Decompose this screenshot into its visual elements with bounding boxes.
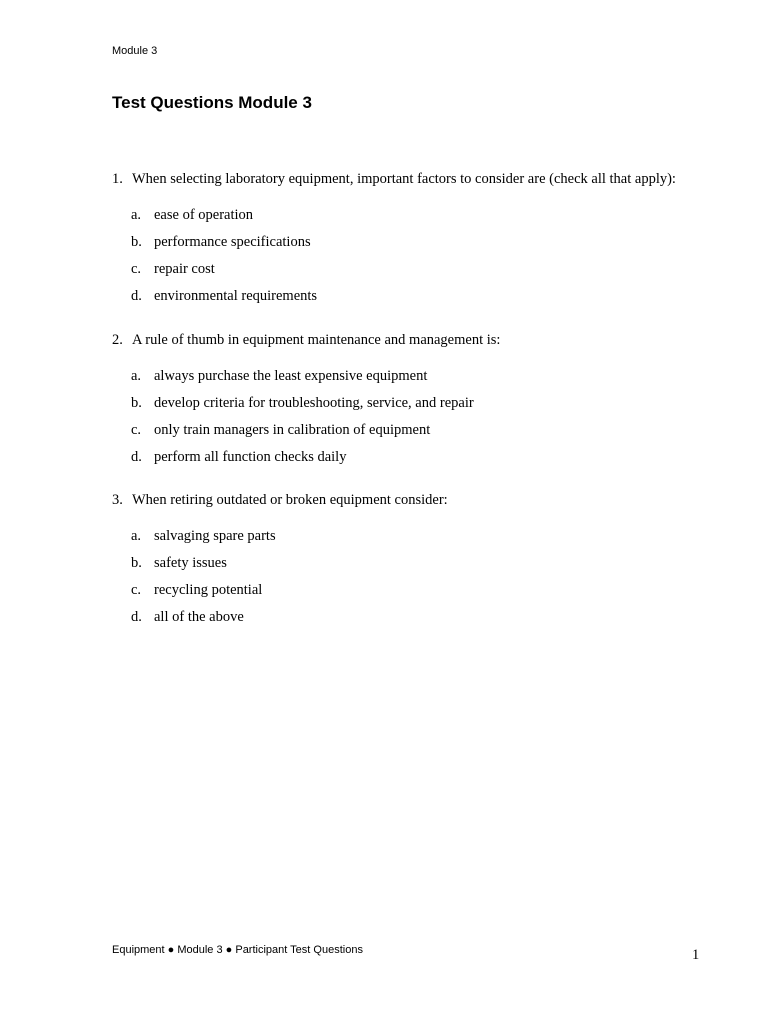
option-text: all of the above — [154, 609, 244, 625]
option-letter: c. — [131, 582, 142, 598]
option-letter: a. — [131, 528, 142, 544]
option-letter: b. — [131, 234, 142, 250]
option-c — [131, 260, 317, 287]
question-number: 1. — [112, 171, 123, 187]
option-d — [131, 608, 276, 635]
question-3-options — [131, 527, 276, 635]
option-text: environmental requirements — [154, 288, 318, 304]
option-letter: b. — [131, 395, 142, 411]
option-d — [131, 287, 317, 314]
page-title: Test Questions Module 3 — [112, 93, 312, 112]
option-a — [131, 206, 317, 233]
option-c — [131, 581, 276, 608]
option-text: only train managers in calibration of equipment — [154, 422, 431, 438]
option-letter: a. — [131, 207, 142, 223]
question-1-options — [131, 206, 317, 314]
option-letter: c. — [131, 422, 142, 438]
question-number: 2. — [112, 332, 123, 348]
question-2-options — [131, 367, 474, 475]
question-2 — [112, 332, 500, 349]
option-text: ease of operation — [154, 207, 254, 223]
option-a — [131, 527, 276, 554]
option-letter: d. — [131, 449, 142, 465]
page-number: 1 — [692, 947, 700, 963]
question-text: When retiring outdated or broken equipment consider: — [132, 492, 448, 508]
option-letter: d. — [131, 288, 142, 304]
option-text: develop criteria for troubleshooting, service, and repair — [154, 395, 474, 411]
option-text: salvaging spare parts — [154, 528, 276, 544]
option-text: repair cost — [154, 261, 215, 277]
option-letter: c. — [131, 261, 142, 277]
option-c — [131, 421, 474, 448]
page-footer: Equipment ● Module 3 ● Participant Test Questions — [112, 944, 363, 956]
option-b — [131, 554, 276, 581]
option-text: perform all function checks daily — [154, 449, 347, 465]
option-text: recycling potential — [154, 582, 263, 598]
running-header: Module 3 — [112, 45, 158, 57]
option-d — [131, 448, 474, 475]
question-number: 3. — [112, 492, 123, 508]
option-b — [131, 394, 474, 421]
option-letter: b. — [131, 555, 142, 571]
option-letter: a. — [131, 368, 142, 384]
option-text: safety issues — [154, 555, 227, 571]
question-1 — [112, 171, 676, 188]
option-text: performance specifications — [154, 234, 311, 250]
question-text: A rule of thumb in equipment maintenance and management is: — [132, 332, 501, 348]
question-text: When selecting laboratory equipment, important factors to consider are (check all that apply): — [132, 171, 676, 187]
question-3 — [112, 492, 448, 509]
option-text: always purchase the least expensive equipment — [154, 368, 428, 384]
option-b — [131, 233, 317, 260]
option-a — [131, 367, 474, 394]
option-letter: d. — [131, 609, 142, 625]
